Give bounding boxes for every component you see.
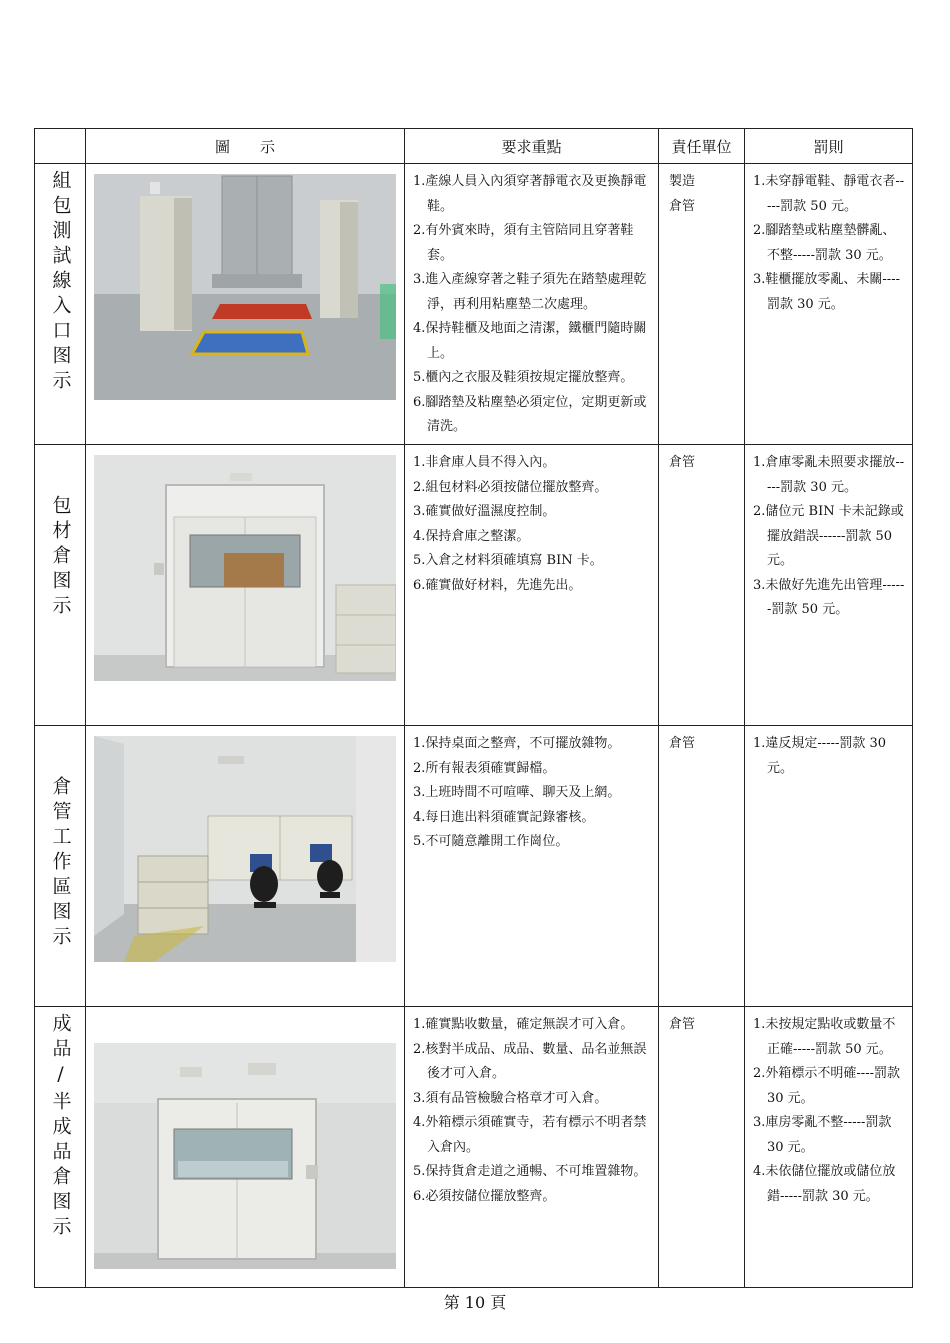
penalty-list <box>745 164 912 317</box>
photo-warehouse-office-desks <box>94 736 396 962</box>
requirement-item: 3.須有品管檢驗合格章才可入倉。 <box>413 1090 608 1106</box>
header-penalty: 罰則 <box>745 129 913 164</box>
penalty-cell <box>745 1007 913 1288</box>
requirements-list <box>405 726 658 855</box>
header-image: 圖 示 <box>86 129 405 164</box>
row-label-cell <box>35 445 86 726</box>
penalty-list <box>745 445 912 623</box>
responsible-unit: 倉管 <box>669 455 696 470</box>
requirements-cell <box>405 726 659 1007</box>
unit-cell <box>659 164 745 445</box>
penalty-item: 1.違反規定-----罰款 30 元。 <box>753 736 887 776</box>
penalty-item: 2.儲位元 BIN 卡未記錄或擺放錯誤------罰款 50 元。 <box>753 504 904 568</box>
requirement-item: 6.確實做好材料，先進先出。 <box>413 577 582 593</box>
requirement-item: 1.確實點收數量，確定無誤才可入倉。 <box>413 1017 634 1032</box>
row-label-cell <box>35 1007 86 1288</box>
requirements-list <box>405 445 658 598</box>
row-label: 倉管工作區图示 <box>49 776 72 951</box>
photo-cell <box>86 164 405 445</box>
penalty-item: 3.鞋櫃擺放零亂、未關----罰款 30 元。 <box>753 272 900 312</box>
requirement-item: 6.必須按儲位擺放整齊。 <box>413 1188 556 1204</box>
responsible-unit: 倉管 <box>669 1017 696 1032</box>
requirements-cell <box>405 445 659 726</box>
requirements-cell <box>405 1007 659 1288</box>
requirement-item: 4.保持鞋櫃及地面之清潔，鐵櫃門隨時關上。 <box>413 321 647 361</box>
requirement-item: 5.不可隨意離開工作崗位。 <box>413 834 569 849</box>
penalty-item: 2.外箱標示不明確----罰款 30 元。 <box>753 1066 900 1106</box>
unit-cell <box>659 1007 745 1288</box>
requirements-cell <box>405 164 659 445</box>
page-number: 第 10 頁 <box>443 1293 507 1312</box>
header-unit: 責任單位 <box>659 129 745 164</box>
row-label: 包材倉图示 <box>49 495 72 620</box>
photo-cell <box>86 445 405 726</box>
requirement-item: 4.每日進出料須確實記錄審核。 <box>413 809 595 825</box>
requirement-item: 1.非倉庫人員不得入內。 <box>413 455 556 470</box>
requirement-item: 1.保持桌面之整齊，不可擺放雜物。 <box>413 736 621 751</box>
requirement-item: 5.櫃內之衣服及鞋須按規定擺放整齊。 <box>413 370 634 385</box>
responsible-unit: 倉管 <box>669 198 696 214</box>
unit-cell <box>659 445 745 726</box>
requirement-item: 5.入倉之材料須確填寫 BIN 卡。 <box>413 553 603 568</box>
photo-finished-goods-warehouse-door <box>94 1043 396 1269</box>
requirement-item: 2.所有報表須確實歸檔。 <box>413 760 556 776</box>
requirement-item: 2.組包材料必須按儲位擺放整齊。 <box>413 479 608 495</box>
penalty-cell <box>745 164 913 445</box>
penalty-item: 1.未按規定點收或數量不正確-----罰款 50 元。 <box>753 1017 896 1057</box>
penalty-item: 3.未做好先進先出管理------罰款 50 元。 <box>753 577 905 617</box>
responsible-unit: 倉管 <box>669 736 696 751</box>
penalty-item: 3.庫房零亂不整-----罰款 30 元。 <box>753 1115 892 1155</box>
header-requirements: 要求重點 <box>405 129 659 164</box>
requirement-item: 6.腳踏墊及粘塵墊必須定位，定期更新或清洗。 <box>413 394 647 434</box>
responsible-unit: 製造 <box>669 174 696 189</box>
requirement-item: 1.產線人員入內須穿著靜電衣及更換靜電鞋。 <box>413 174 647 214</box>
penalty-cell <box>745 445 913 726</box>
requirement-item: 3.上班時間不可喧嘩、聊天及上網。 <box>413 785 621 800</box>
requirement-item: 4.外箱標示須確實寺，若有標示不明者禁入倉內。 <box>413 1115 647 1155</box>
table-row <box>35 445 913 726</box>
requirement-item: 2.核對半成品、成品、數量、品名並無誤後才可入倉。 <box>413 1041 647 1081</box>
row-label: 組包測試線入口图示 <box>49 170 72 395</box>
penalty-list <box>745 726 912 781</box>
photo-cell <box>86 1007 405 1288</box>
unit-cell <box>659 726 745 1007</box>
penalty-cell <box>745 726 913 1007</box>
requirement-item: 4.保持倉庫之整潔。 <box>413 528 530 544</box>
requirements-list <box>405 1007 658 1209</box>
penalty-item: 4.未依儲位擺放或儲位放錯-----罰款 30 元。 <box>753 1164 896 1204</box>
requirement-item: 3.進入產線穿著之鞋子須先在踏墊處理乾淨，再利用粘塵墊二次處理。 <box>413 272 647 312</box>
photo-production-line-entrance <box>94 174 396 400</box>
penalty-item: 2.腳踏墊或粘塵墊髒亂、不整-----罰款 30 元。 <box>753 223 896 263</box>
table-row <box>35 726 913 1007</box>
requirements-list <box>405 164 658 440</box>
photo-cell <box>86 726 405 1007</box>
regulation-table <box>34 128 913 1288</box>
header-blank <box>35 129 86 164</box>
requirement-item: 2.有外賓來時，須有主管陪同且穿著鞋套。 <box>413 223 634 263</box>
penalty-item: 1.倉庫零亂未照要求擺放-----罰款 30 元。 <box>753 455 905 495</box>
row-label-cell <box>35 726 86 1007</box>
requirement-item: 5.保持貨倉走道之通暢、不可堆置雜物。 <box>413 1164 647 1179</box>
photo-packaging-warehouse-door <box>94 455 396 681</box>
row-label-cell <box>35 164 86 445</box>
table-row <box>35 164 913 445</box>
penalty-list <box>745 1007 912 1209</box>
penalty-item: 1.未穿靜電鞋、靜電衣者-----罰款 50 元。 <box>753 174 905 214</box>
row-label: 成品/半成品倉图示 <box>49 1013 72 1241</box>
table-row <box>35 1007 913 1288</box>
table-header-row <box>35 129 913 164</box>
requirement-item: 3.確實做好溫濕度控制。 <box>413 504 556 519</box>
